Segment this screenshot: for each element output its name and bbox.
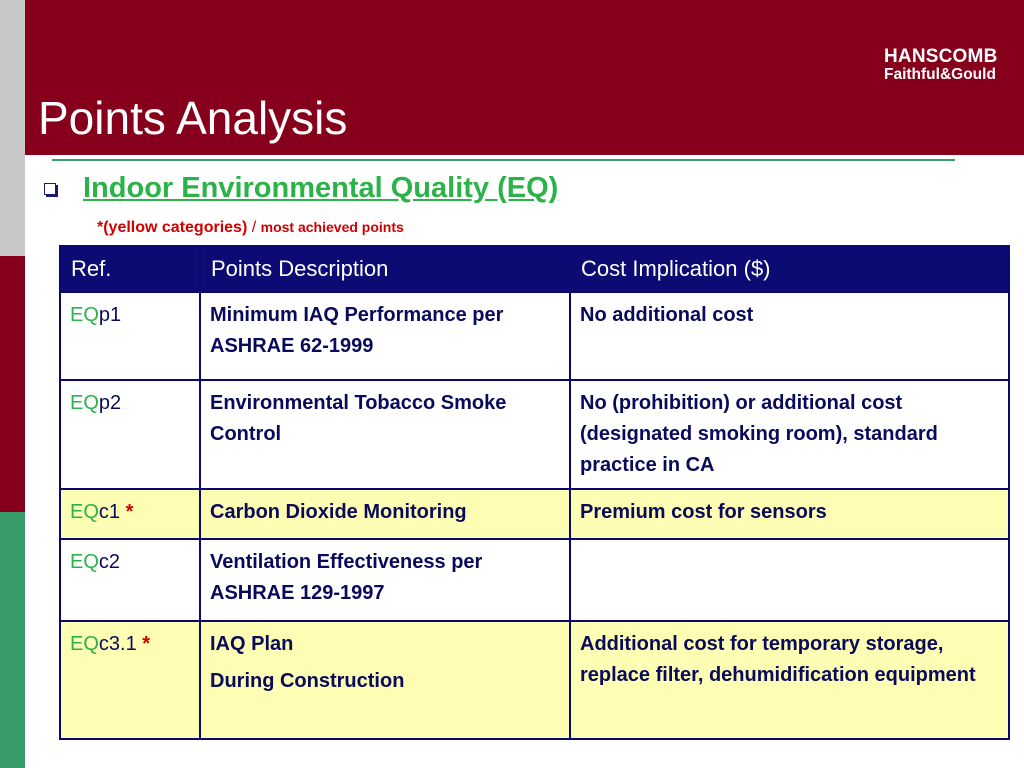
ref-cell	[60, 380, 200, 489]
ref-star: *	[142, 633, 151, 655]
ref-prefix: EQ	[70, 304, 99, 326]
description-cell	[200, 380, 570, 489]
ref-cell	[60, 621, 200, 739]
ref-suffix: c1	[98, 501, 121, 523]
section-heading: Indoor Environmental Quality (EQ)	[83, 172, 559, 204]
ref-suffix: p1	[98, 304, 122, 326]
logo-line-1: HANSCOMB	[884, 46, 998, 67]
ref-cell	[60, 489, 200, 539]
ref-star: *	[125, 501, 134, 523]
title-divider	[52, 159, 955, 161]
table-row	[60, 292, 1009, 380]
bullet-square-icon	[44, 183, 56, 195]
description-line: Carbon Dioxide Monitoring	[210, 501, 467, 523]
table-row	[60, 621, 1009, 739]
section-note	[97, 219, 404, 237]
left-strip-red	[0, 256, 25, 512]
description-line: IAQ Plan	[210, 633, 294, 655]
left-strip-green	[0, 512, 25, 768]
table-row	[60, 489, 1009, 539]
column-header-description: Points Description	[200, 246, 570, 292]
description-cell	[200, 292, 570, 380]
description-cell	[200, 539, 570, 621]
table-header-row	[60, 246, 1009, 292]
table-row	[60, 539, 1009, 621]
description-line: Environmental Tobacco Smoke Control	[210, 392, 507, 445]
ref-cell	[60, 539, 200, 621]
left-strip-gray	[0, 0, 25, 256]
ref-prefix: EQ	[70, 551, 99, 573]
ref-prefix: EQ	[70, 633, 99, 655]
column-header-ref: Ref.	[60, 246, 200, 292]
description-line: During Construction	[210, 670, 405, 692]
points-table	[59, 245, 1010, 740]
column-header-cost: Cost Implication ($)	[570, 246, 1009, 292]
cost-cell: Additional cost for temporary storage, replace filter, dehumidification equipment	[570, 621, 1009, 739]
company-logo	[880, 0, 1024, 155]
cost-cell	[570, 539, 1009, 621]
cost-cell: No (prohibition) or additional cost (designated smoking room), standard practice in CA	[570, 380, 1009, 489]
cost-cell: No additional cost	[570, 292, 1009, 380]
ref-suffix: c3.1	[98, 633, 137, 655]
section-note-separator: /	[251, 219, 257, 236]
ref-suffix: c2	[98, 551, 121, 573]
table-row	[60, 380, 1009, 489]
description-cell	[200, 621, 570, 739]
ref-cell	[60, 292, 200, 380]
cost-cell: Premium cost for sensors	[570, 489, 1009, 539]
section-note-small: most achieved points	[260, 219, 404, 235]
page-title: Points Analysis	[38, 92, 348, 144]
description-cell	[200, 489, 570, 539]
section-note-main: *(yellow categories)	[97, 219, 248, 236]
description-line: Minimum IAQ Performance per ASHRAE 62-1999	[210, 304, 504, 357]
ref-suffix: p2	[98, 392, 122, 414]
ref-prefix: EQ	[70, 392, 99, 414]
logo-line-2: Faithful&Gould	[884, 66, 996, 83]
description-line: Ventilation Effectiveness per ASHRAE 129-1997	[210, 551, 483, 604]
ref-prefix: EQ	[70, 501, 99, 523]
